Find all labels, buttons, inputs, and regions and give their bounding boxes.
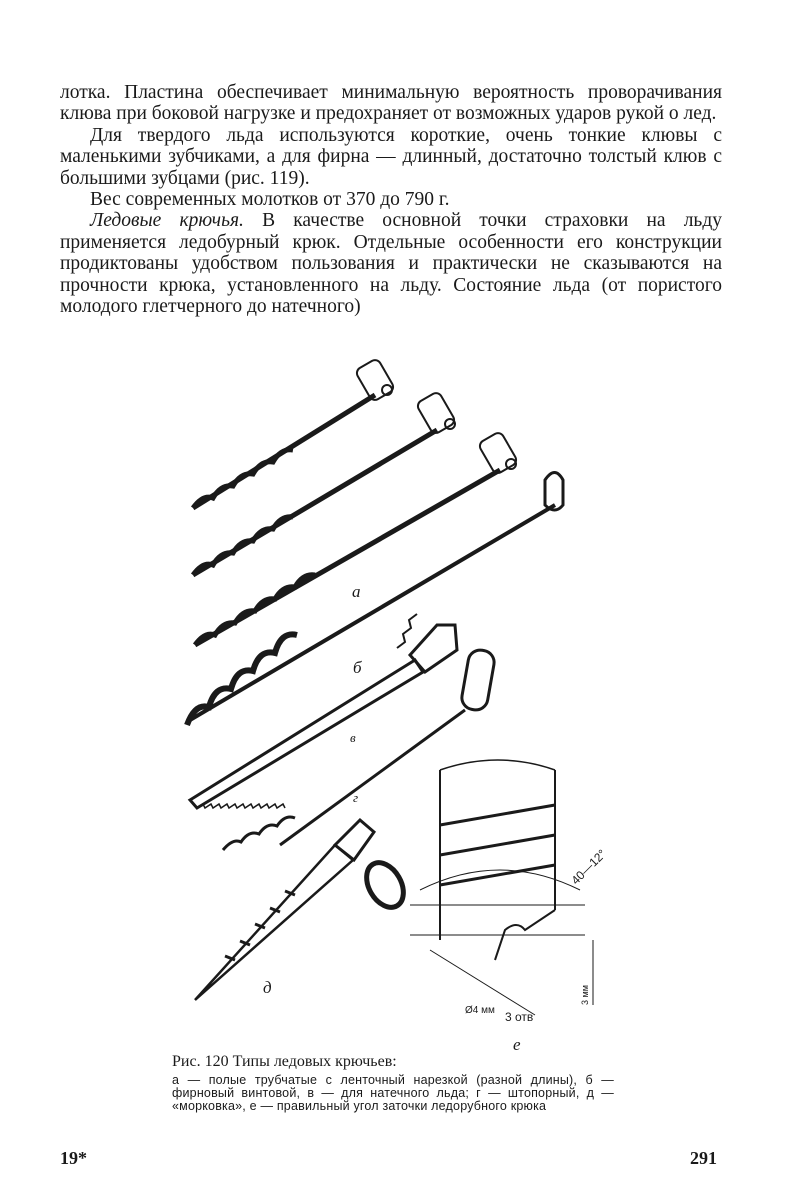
- holes-dimension: 3 отв: [505, 1010, 534, 1024]
- label-a: а: [352, 582, 361, 601]
- label-g: г: [353, 790, 359, 805]
- hole-diameter-dimension: Ø4 мм: [465, 1005, 495, 1016]
- figure-caption: [172, 1052, 614, 1113]
- paragraph-3: Вес современных молотков от 370 до 790 г.: [90, 189, 450, 211]
- paragraph-4-text: В качестве основной точки страховки на льду применяется ледобурный крюк. Отдельные особенности его конструкции продиктованы удобством пользования и практически не сказываются на прочности крюка, установленного на льду. Состояние льда (от пористого молодого глетчерного до натечного): [60, 210, 722, 318]
- label-b: б: [353, 658, 362, 677]
- caption-title: Рис. 120 Типы ледовых крючьев:: [172, 1053, 397, 1070]
- paragraph-1: лотка. Пластина обеспечивает минимальную вероятность проворачивания клюва при боковой нагрузке и предохраняет от возможных ударов рукой о лед.: [60, 82, 722, 125]
- firn-screw: [187, 473, 563, 726]
- sharpening-angle-detail: [410, 760, 593, 1015]
- signature-mark: 19*: [60, 1148, 87, 1168]
- section-title-ice-pitons: Ледовые крючья.: [90, 210, 244, 232]
- tubular-ice-screw-long: [195, 431, 518, 645]
- tubular-ice-screw-short: [193, 358, 395, 508]
- depth-dimension: 3 мм: [579, 985, 590, 1005]
- page-number: 291: [690, 1148, 717, 1168]
- label-e: е: [513, 1035, 521, 1054]
- paragraph-4: [60, 210, 722, 317]
- label-v: в: [350, 730, 356, 745]
- figure-ice-pitons: [175, 350, 645, 1055]
- ice-pitons-illustration: [175, 350, 645, 1055]
- angle-dimension: 40—12°: [568, 846, 610, 888]
- body-text: [60, 82, 722, 317]
- label-d: д: [263, 978, 272, 997]
- caption-description: а — полые трубчатые с ленточный нарезкой (разной длины), б — фирновый винтовой, в — для натечного льда; г — штопорный, д — «морковка», е — правильный угол заточки ледорубного крюка: [172, 1073, 614, 1113]
- paragraph-2: Для твердого льда используются короткие, очень тонкие клювы с маленькими зубчиками, а для фирна — длинный, достаточно толстый клюв с большими зубцами (рис. 119).: [60, 124, 722, 189]
